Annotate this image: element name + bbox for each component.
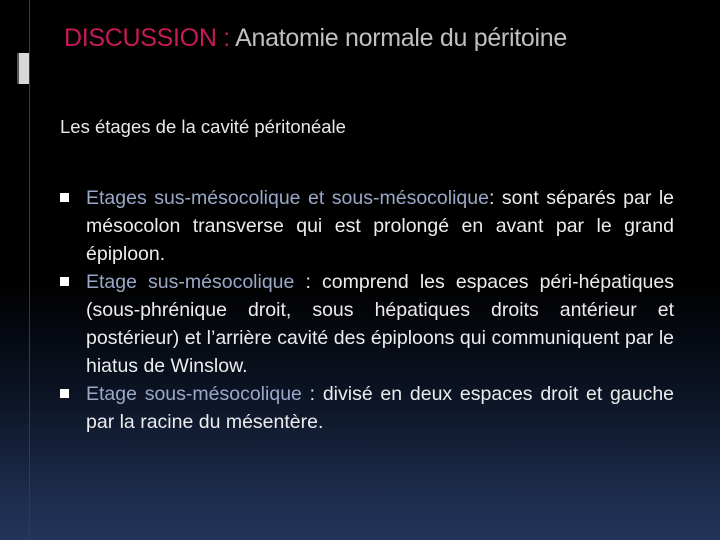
slide-subtitle: Les étages de la cavité péritonéale bbox=[60, 116, 346, 137]
left-border-line bbox=[29, 0, 30, 540]
square-bullet-icon bbox=[60, 193, 69, 202]
square-bullet-icon bbox=[60, 389, 69, 398]
slide-title-prefix: DISCUSSION : bbox=[64, 24, 230, 52]
title-accent-shadow bbox=[17, 53, 19, 84]
bullet-text: : comprend les espaces péri-hépatiques (sous-phrénique droit, sous hépatiques droits antérieur et postérieur) et l’arrière cavité des épiploons qui communiquent par le hiatus de Winslow. bbox=[86, 271, 675, 377]
bullet-lead: Etages sus-mésocolique et sous-mésocolique bbox=[86, 187, 489, 209]
bullet-list bbox=[60, 184, 674, 436]
square-bullet-icon bbox=[60, 277, 69, 286]
bullet-item bbox=[60, 380, 674, 436]
bullet-item bbox=[60, 184, 674, 268]
slide-title-topic: Anatomie normale du péritoine bbox=[229, 24, 567, 52]
slide-title bbox=[64, 24, 567, 53]
bullet-item bbox=[60, 268, 674, 380]
bullet-lead: Etage sous-mésocolique bbox=[86, 383, 302, 405]
bullet-text: : sont séparés par le mésocolon transverse qui est prolongé en avant par le grand épiploon. bbox=[86, 187, 674, 265]
bullet-text: : divisé en deux espaces droit et gauche par la racine du mésentère. bbox=[86, 383, 675, 433]
bullet-lead: Etage sus-mésocolique bbox=[86, 271, 295, 293]
